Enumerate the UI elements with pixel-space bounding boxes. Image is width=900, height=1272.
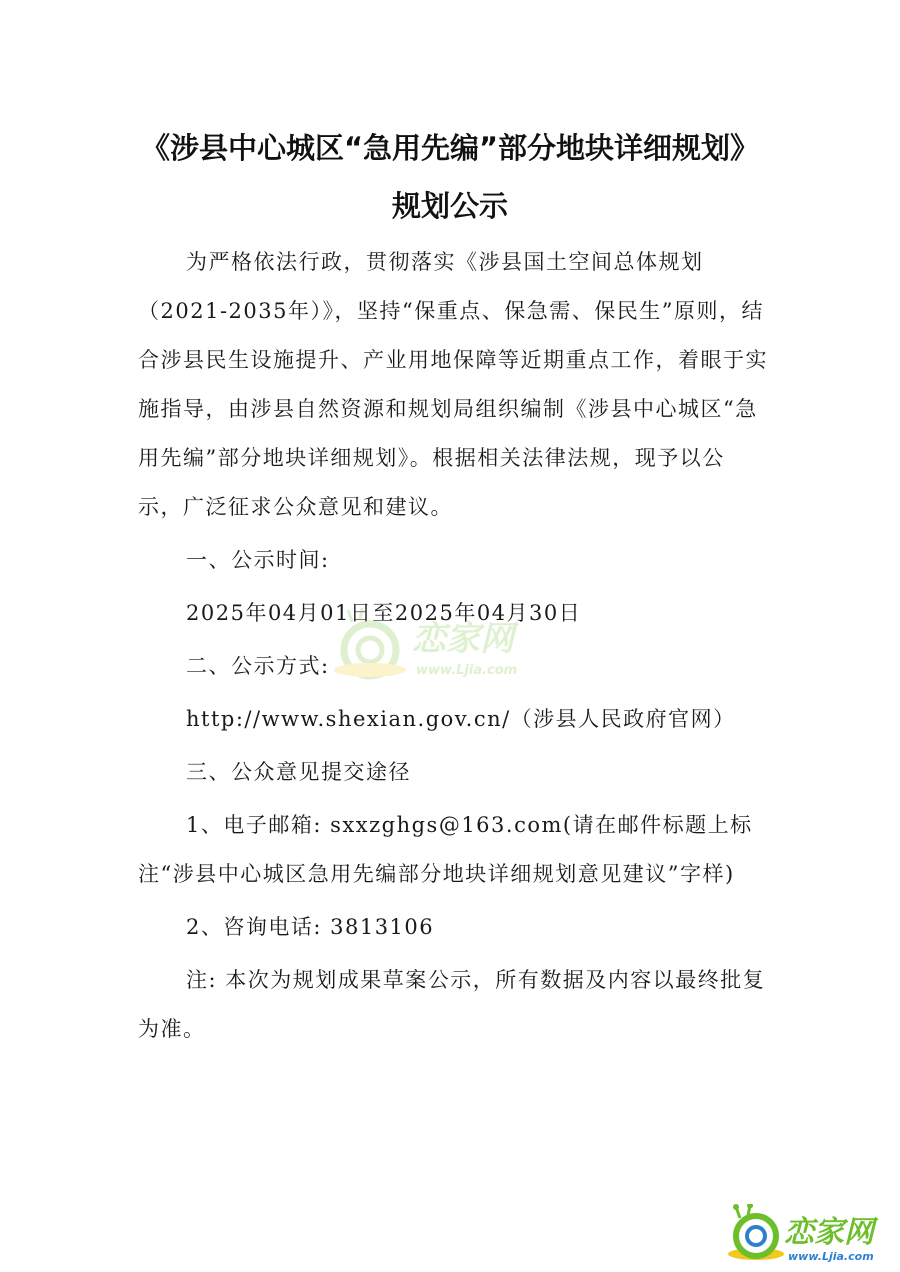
svg-text:www.Ljia.com: www.Ljia.com: [788, 1250, 874, 1263]
section-method-link[interactable]: http://www.shexian.gov.cn/（涉县人民政府官网）: [186, 707, 736, 731]
svg-text:恋家网: 恋家网: [412, 619, 514, 659]
watermark-logo-center: [330, 606, 570, 686]
section-time-heading: 一、公示时间:: [186, 548, 330, 572]
section-submit-heading: 三、公众意见提交途径: [186, 760, 411, 784]
section-method-heading: 二、公示方式:: [186, 654, 330, 678]
intro-paragraph: 为严格依法行政，贯彻落实《涉县国土空间总体规划（2021-2035年）》，坚持“保重点、保急需、保民生”原则，结合涉县民生设施提升、产业用地保障等近期重点工作，着眼于实施指导，由涉县自然资源和规划局组织编制《涉县中心城区“急用先编”部分地块详细规划》。根据相关法律法规，现予以公示，广泛征求公众意见和建议。: [138, 250, 768, 519]
document-title: 《涉县中心城区“急用先编”部分地块详细规划》: [140, 131, 760, 165]
snail-icon: [728, 1204, 784, 1260]
note-paragraph: 注: 本次为规划成果草案公示，所有数据及内容以最终批复为准。: [138, 968, 766, 1041]
section-time-value: 2025年04月01日至2025年04月30日: [186, 601, 582, 625]
email-item: 1、电子邮箱: sxxzghgs@163.com(请在邮件标题上标注“涉县中心城区急用先编部分地块详细规划意见建议”字样): [138, 813, 753, 886]
svg-text:www.Ljia.com: www.Ljia.com: [416, 663, 518, 678]
document-subtitle: 规划公示: [391, 189, 508, 223]
phone-item: 2、咨询电话: 3813106: [186, 915, 435, 939]
snail-icon: [334, 608, 406, 677]
watermark-logo-corner: [726, 1204, 894, 1266]
svg-text:恋家网: 恋家网: [784, 1215, 874, 1250]
